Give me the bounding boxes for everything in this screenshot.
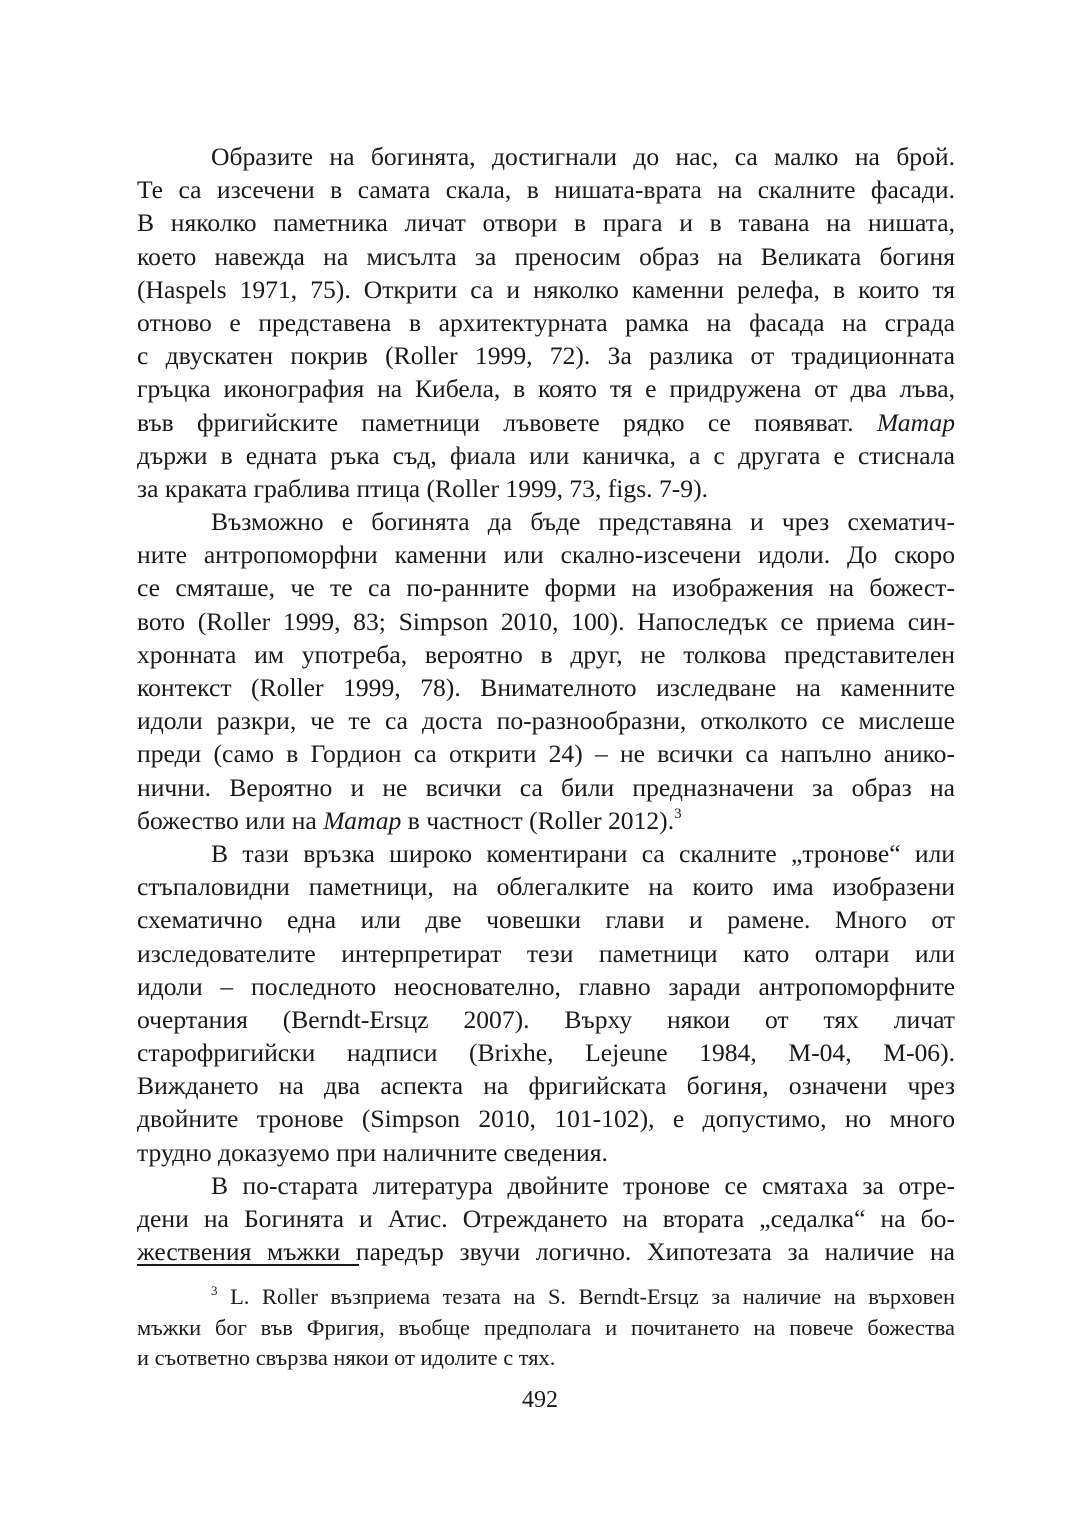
text-run: ните антропоморфни каменни или скално-изсечени идоли. До скоро [137,540,955,570]
text-line [137,1136,955,1169]
text-run: жествения мъжки паредър звучи логично. Хипотезата за наличие на [137,1237,955,1267]
footnote-separator [137,1264,359,1266]
text-line [137,903,955,936]
text-line [137,870,955,903]
text-run: изследователите интерпретират тези паметници като олтари или [137,938,955,968]
text-run: контекст (Roller 1999, 78). Внимателното изследване на каменните [137,673,955,702]
paragraph [137,1169,955,1269]
text-line [137,1169,955,1202]
text-line [137,837,955,870]
text-run: Образите на богинята, достигнали до нас, са малко на брой. [211,142,955,171]
text-line [137,1202,955,1235]
text-line [137,605,955,638]
text-run: идоли разкри, че те са доста по-разнообразни, отколкото се мислеше [137,706,955,736]
text-line [137,1003,955,1036]
text-run: Виждането на два аспекта на фригийската богиня, означени чрез [137,1071,955,1101]
text-run: двойните тронове (Simpson 2010, 101-102), е допустимо, но много [137,1104,955,1134]
text-run: (Haspels 1971, 75). Открити са и няколко каменни релефа, в които тя [137,274,955,304]
text-run: схематично една или две човешки глави и рамене. Много от [137,905,955,935]
text-line [137,439,955,472]
text-line [137,638,955,671]
text-line [137,671,955,704]
text-run: и съответно свързва някои от идолите с тях. [137,1345,556,1370]
text-run: отново е представена в архитектурната рамка на фасада на сграда [137,307,955,337]
text-run: стъпаловидни паметници, на облегалките на които има изобразени [137,872,955,902]
text-line [137,206,955,239]
text-line [137,1036,955,1069]
text-line [137,1069,955,1102]
text-line [137,173,955,206]
text-line [137,140,955,173]
footnote-marker: 3 [211,1283,218,1298]
text-run: трудно доказуемо при наличните сведения. [137,1137,608,1167]
text-run: гръцка иконография на Кибела, в която тя е придружена от два лъва, [137,374,955,404]
text-line [137,804,955,837]
text-run: идоли – последното неоснователно, главно заради антропоморфните [137,971,955,1001]
text-run: очертания (Berndt-Ersцz 2007). Върху някои от тях личат [137,1004,955,1034]
page-number: 492 [522,1387,558,1413]
text-run: държи в едната ръка съд, фиала или каничка, а с другата е стиснала [137,440,955,470]
text-line [137,1102,955,1135]
text-run: с двускатен покрив (Roller 1999, 72). За разлика от традиционната [137,341,955,371]
text-run: Те са изсечени в самата скала, в нишата-врата на скалните фасади. [137,175,955,205]
text-run: в частност (Roller 2012). [401,805,675,835]
text-run: хронната им употреба, вероятно в друг, не толкова представителен [137,639,955,669]
text-line [137,406,955,439]
footnote [137,1282,955,1374]
text-line [137,571,955,604]
text-run: В по-старата литература двойните тронове се смятаха за отре- [211,1170,955,1200]
text-run: което навежда на мисълта за преносим образ на Великата богиня [137,241,955,271]
text-line [137,240,955,273]
paragraph [137,837,955,1169]
italic-term: Матар [876,407,955,437]
body-text [137,140,955,1268]
text-line [137,970,955,1003]
text-line [137,306,955,339]
text-run: се смяташе, че те са по-ранните форми на изображения на божест- [137,573,955,603]
footnote-line [137,1313,955,1344]
text-line [137,472,955,505]
text-run: старофригийски надписи (Brixhe, Lejeune 1984, M-04, M-06). [137,1038,955,1068]
text-line [137,273,955,306]
text-line [137,704,955,737]
text-run: В няколко паметника личат отвори в прага и в тавана на нишата, [137,208,955,238]
text-run: вото (Roller 1999, 83; Simpson 2010, 100). Напоследък се приема син- [137,606,955,636]
text-line [137,737,955,770]
text-line [137,372,955,405]
text-line [137,771,955,804]
text-run: за краката граблива птица (Roller 1999, 73, figs. 7-9). [137,473,708,503]
text-line [137,505,955,538]
text-line [137,937,955,970]
footnote-line [137,1282,955,1313]
text-run: преди (само в Гордион са открити 24) – не всички са напълно анико- [137,739,955,769]
italic-term: Матар [323,805,402,835]
text-run: Възможно е богинята да бъде представяна и чрез схематич- [211,507,955,537]
text-line [137,339,955,372]
paragraph [137,505,955,837]
text-run: дени на Богинята и Атис. Отреждането на втората „седалка“ на бо- [137,1204,955,1233]
text-run: във фригийските паметници лъвовете рядко се появяват. [137,407,877,437]
text-run: нични. Вероятно и не всички са били предназначени за образ на [137,772,955,802]
text-run: мъжки бог във Фригия, въобще предполага и почитането на повече божества [137,1314,955,1340]
text-run: В тази връзка широко коментирани са скалните „тронове“ или [211,838,955,868]
text-line [137,538,955,571]
text-run: L. Roller възприема тезата на S. Berndt-Ersцz за наличие на върховен [230,1284,955,1309]
paragraph [137,140,955,505]
footnote-reference: 3 [674,805,682,822]
text-run: божество или на [137,805,324,835]
footnote-line [137,1343,955,1374]
